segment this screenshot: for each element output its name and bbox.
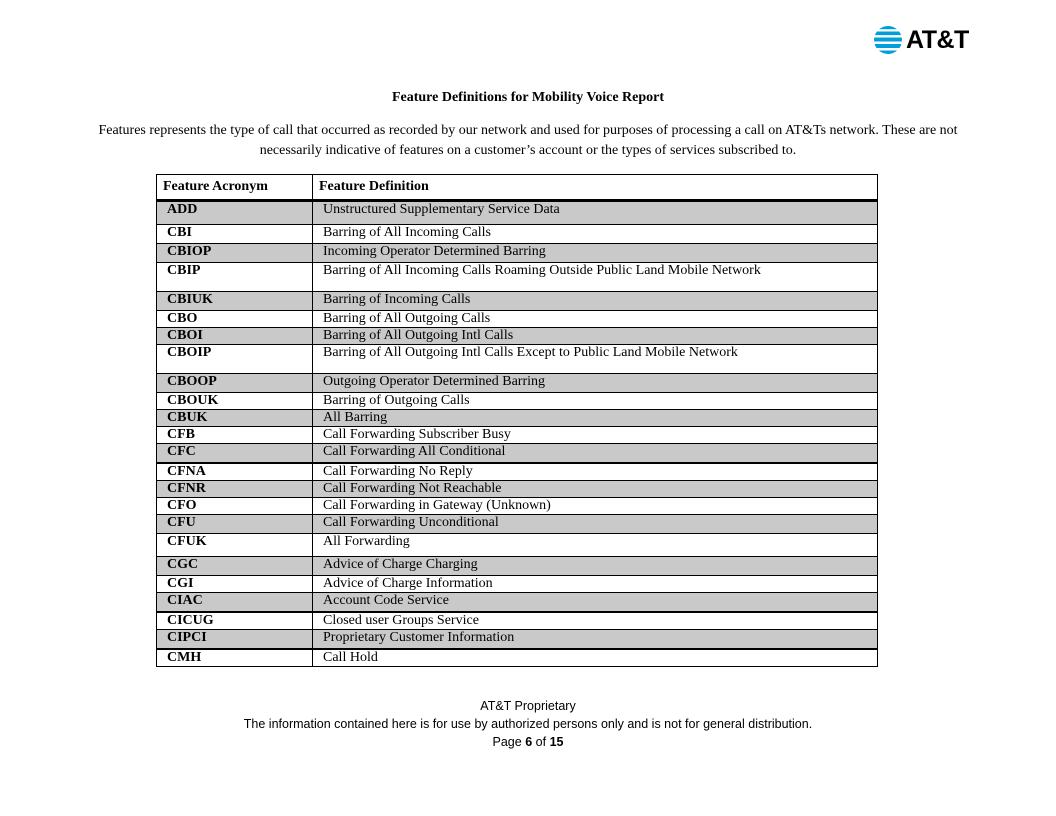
table-row xyxy=(157,244,878,263)
feature-definition: Outgoing Operator Determined Barring xyxy=(313,374,878,393)
table-row xyxy=(157,576,878,593)
feature-acronym: CMH xyxy=(157,649,313,667)
column-header-definition: Feature Definition xyxy=(313,175,878,201)
feature-acronym: CBIUK xyxy=(157,292,313,311)
logo-wordmark: AT&T xyxy=(906,25,969,54)
feature-acronym: CFC xyxy=(157,444,313,464)
table-row xyxy=(157,612,878,630)
feature-acronym: CBUK xyxy=(157,410,313,427)
feature-definition: Advice of Charge Charging xyxy=(313,557,878,576)
page-current: 6 xyxy=(525,735,533,749)
table-row xyxy=(157,649,878,667)
table-row xyxy=(157,481,878,498)
feature-definition: Barring of All Outgoing Calls xyxy=(313,311,878,328)
feature-acronym: CFUK xyxy=(157,534,313,557)
table-row xyxy=(157,498,878,515)
table-row xyxy=(157,225,878,244)
feature-definition: Incoming Operator Determined Barring xyxy=(313,244,878,263)
feature-definition: All Barring xyxy=(313,410,878,427)
intro-paragraph: Features represents the type of call that occurred as recorded by our network and used for purposes of processing a call on AT&Ts network. These are not necessarily indicative of features on a customer’s account or the types of services subscribed to. xyxy=(98,123,958,158)
feature-definition: Barring of All Outgoing Intl Calls Except to Public Land Mobile Network xyxy=(313,345,878,374)
feature-definition: Account Code Service xyxy=(313,593,878,613)
table-row xyxy=(157,534,878,557)
table-row xyxy=(157,374,878,393)
table-row xyxy=(157,463,878,481)
table-row xyxy=(157,345,878,374)
table-row xyxy=(157,263,878,292)
table-row xyxy=(157,393,878,410)
feature-acronym: CICUG xyxy=(157,612,313,630)
att-globe-icon xyxy=(873,25,903,55)
table-row xyxy=(157,427,878,444)
table-row xyxy=(157,410,878,427)
feature-definition: Call Forwarding Unconditional xyxy=(313,515,878,534)
feature-definition: Call Forwarding Not Reachable xyxy=(313,481,878,498)
feature-acronym: CBIOP xyxy=(157,244,313,263)
table-row xyxy=(157,201,878,225)
footer-proprietary: AT&T Proprietary xyxy=(480,699,576,713)
feature-acronym: ADD xyxy=(157,201,313,225)
page-title: Feature Definitions for Mobility Voice Report xyxy=(391,90,665,105)
feature-acronym: CBIP xyxy=(157,263,313,292)
table-header-row xyxy=(157,175,878,201)
feature-definition: Barring of All Incoming Calls xyxy=(313,225,878,244)
feature-acronym: CFNA xyxy=(157,463,313,481)
feature-acronym: CFU xyxy=(157,515,313,534)
feature-acronym: CFB xyxy=(157,427,313,444)
feature-acronym: CBOI xyxy=(157,328,313,345)
feature-acronym: CFO xyxy=(157,498,313,515)
feature-definition: Call Forwarding All Conditional xyxy=(313,444,878,464)
column-header-acronym: Feature Acronym xyxy=(157,175,313,201)
table-row xyxy=(157,593,878,613)
feature-definition: All Forwarding xyxy=(313,534,878,557)
feature-acronym: CIAC xyxy=(157,593,313,613)
feature-definition: Call Forwarding in Gateway (Unknown) xyxy=(313,498,878,515)
table-row xyxy=(157,311,878,328)
feature-acronym: CGI xyxy=(157,576,313,593)
table-row xyxy=(157,328,878,345)
feature-acronym: CIPCI xyxy=(157,630,313,650)
feature-definition: Barring of All Incoming Calls Roaming Outside Public Land Mobile Network xyxy=(313,263,878,292)
feature-acronym: CFNR xyxy=(157,481,313,498)
feature-table xyxy=(156,174,878,667)
att-logo xyxy=(873,24,969,56)
feature-acronym: CGC xyxy=(157,557,313,576)
feature-acronym: CBOIP xyxy=(157,345,313,374)
feature-definition: Barring of Outgoing Calls xyxy=(313,393,878,410)
table-row xyxy=(157,557,878,576)
feature-definition: Barring of Incoming Calls xyxy=(313,292,878,311)
table-row xyxy=(157,630,878,650)
table-row xyxy=(157,515,878,534)
feature-acronym: CBOUK xyxy=(157,393,313,410)
feature-definition: Closed user Groups Service xyxy=(313,612,878,630)
page-total: 15 xyxy=(549,735,564,749)
feature-definition: Call Hold xyxy=(313,649,878,667)
feature-definition: Advice of Charge Information xyxy=(313,576,878,593)
feature-definition: Proprietary Customer Information xyxy=(313,630,878,650)
feature-definition: Call Forwarding No Reply xyxy=(313,463,878,481)
table-row xyxy=(157,444,878,464)
feature-definition: Unstructured Supplementary Service Data xyxy=(313,201,878,225)
feature-acronym: CBO xyxy=(157,311,313,328)
feature-acronym: CBI xyxy=(157,225,313,244)
feature-definition: Call Forwarding Subscriber Busy xyxy=(313,427,878,444)
feature-acronym: CBOOP xyxy=(157,374,313,393)
feature-definition: Barring of All Outgoing Intl Calls xyxy=(313,328,878,345)
footer-disclaimer: The information contained here is for use by authorized persons only and is not for general distribution. xyxy=(243,717,813,731)
table-row xyxy=(157,292,878,311)
page-of: of xyxy=(535,735,547,749)
page-number xyxy=(0,735,1056,749)
page-label: Page xyxy=(492,735,522,749)
